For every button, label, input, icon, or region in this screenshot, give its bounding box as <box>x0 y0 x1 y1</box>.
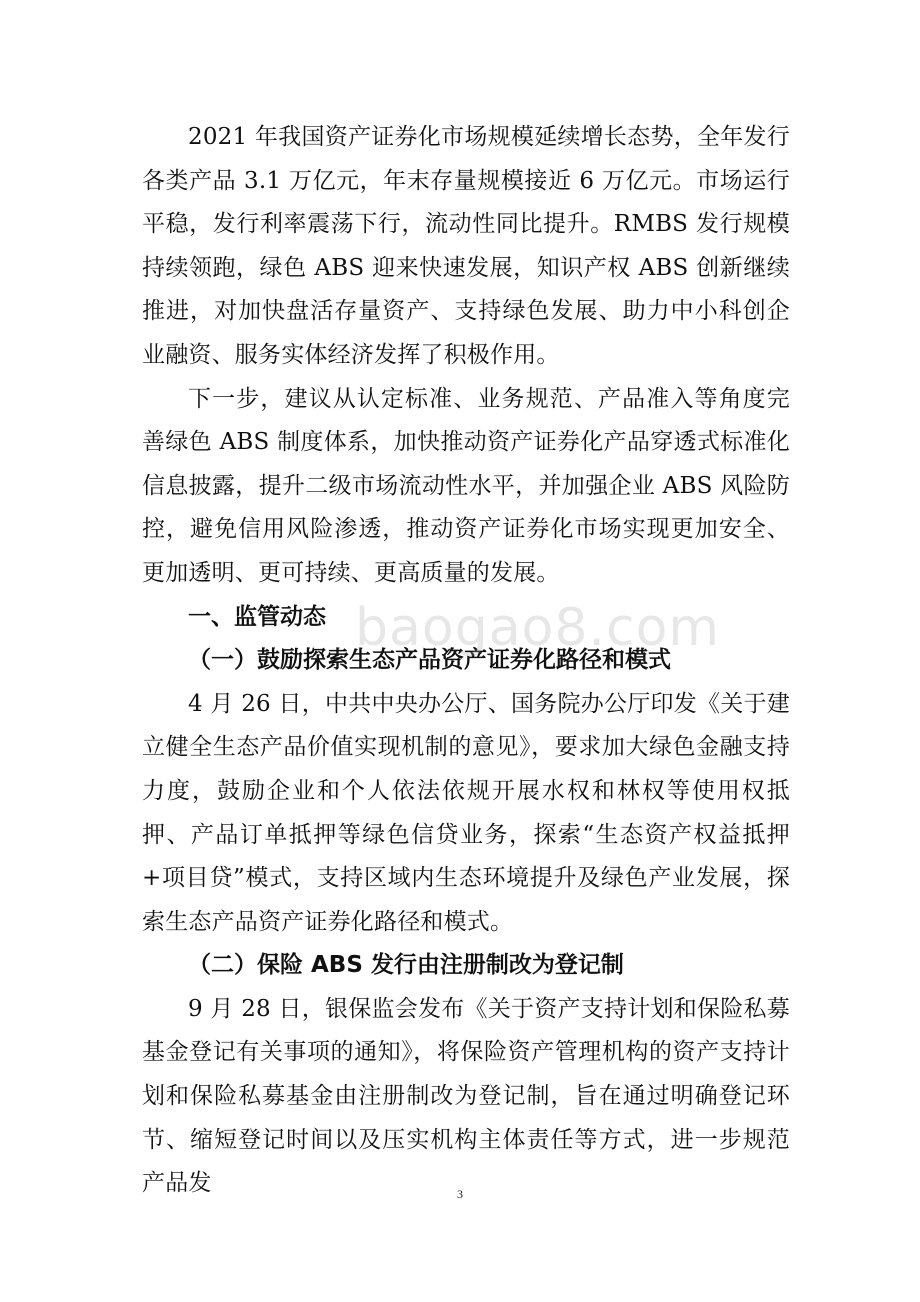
subsection-1-heading: （一）鼓励探索生态产品资产证券化路径和模式 <box>188 647 671 674</box>
subsection-1-paragraph: 4 月 26 日，中共中央办公厅、国务院办公厅印发《关于建立健全生态产品价值实现机制的意见》，要求加大绿色金融支持力度，鼓励企业和个人依法依规开展水权和林权等使用权抵押、产品订单抵押等绿色信贷业务，探索“生态资产权益抵押+项目贷”模式，支持区域内生态环境提升及绿色产业发展，探索生态产品资产证券化路径和模式。 <box>142 690 790 935</box>
watermark: baogao8.com <box>355 598 721 658</box>
intro-paragraph-1: 2021 年我国资产证券化市场规模延续增长态势，全年发行各类产品 3.1 万亿元，年末存量规模接近 6 万亿元。市场运行平稳，发行利率震荡下行，流动性同比提升。RMBS 发行规模持续领跑，绿色 ABS 迎来快速发展，知识产权 ABS 创新继续推进，对加快盘活存量资产、支持绿色发展、助力中小科创企业融资、服务实体经济发挥了积极作用。 <box>142 124 790 368</box>
subsection-2-heading: （二）保险 ABS 发行由注册制改为登记制 <box>188 952 624 979</box>
subsection-2-paragraph: 9 月 28 日，银保监会发布《关于资产支持计划和保险私募基金登记有关事项的通知》，将保险资产管理机构的资产支持计划和保险私募基金由注册制改为登记制，旨在通过明确登记环节、缩短登记时间以及压实机构主体责任等方式，进一步规范产品发 <box>142 995 790 1197</box>
document-body <box>142 116 790 1206</box>
intro-paragraph-2: 下一步，建议从认定标准、业务规范、产品准入等角度完善绿色 ABS 制度体系，加快推动资产证券化产品穿透式标准化信息披露，提升二级市场流动性水平，并加强企业 ABS 风险防控，避免信用风险渗透，推动资产证券化市场实现更加安全、更加透明、更可持续、更高质量的发展。 <box>142 385 790 586</box>
section-heading: 一、监管动态 <box>188 603 326 630</box>
page-number: 3 <box>457 1187 463 1201</box>
